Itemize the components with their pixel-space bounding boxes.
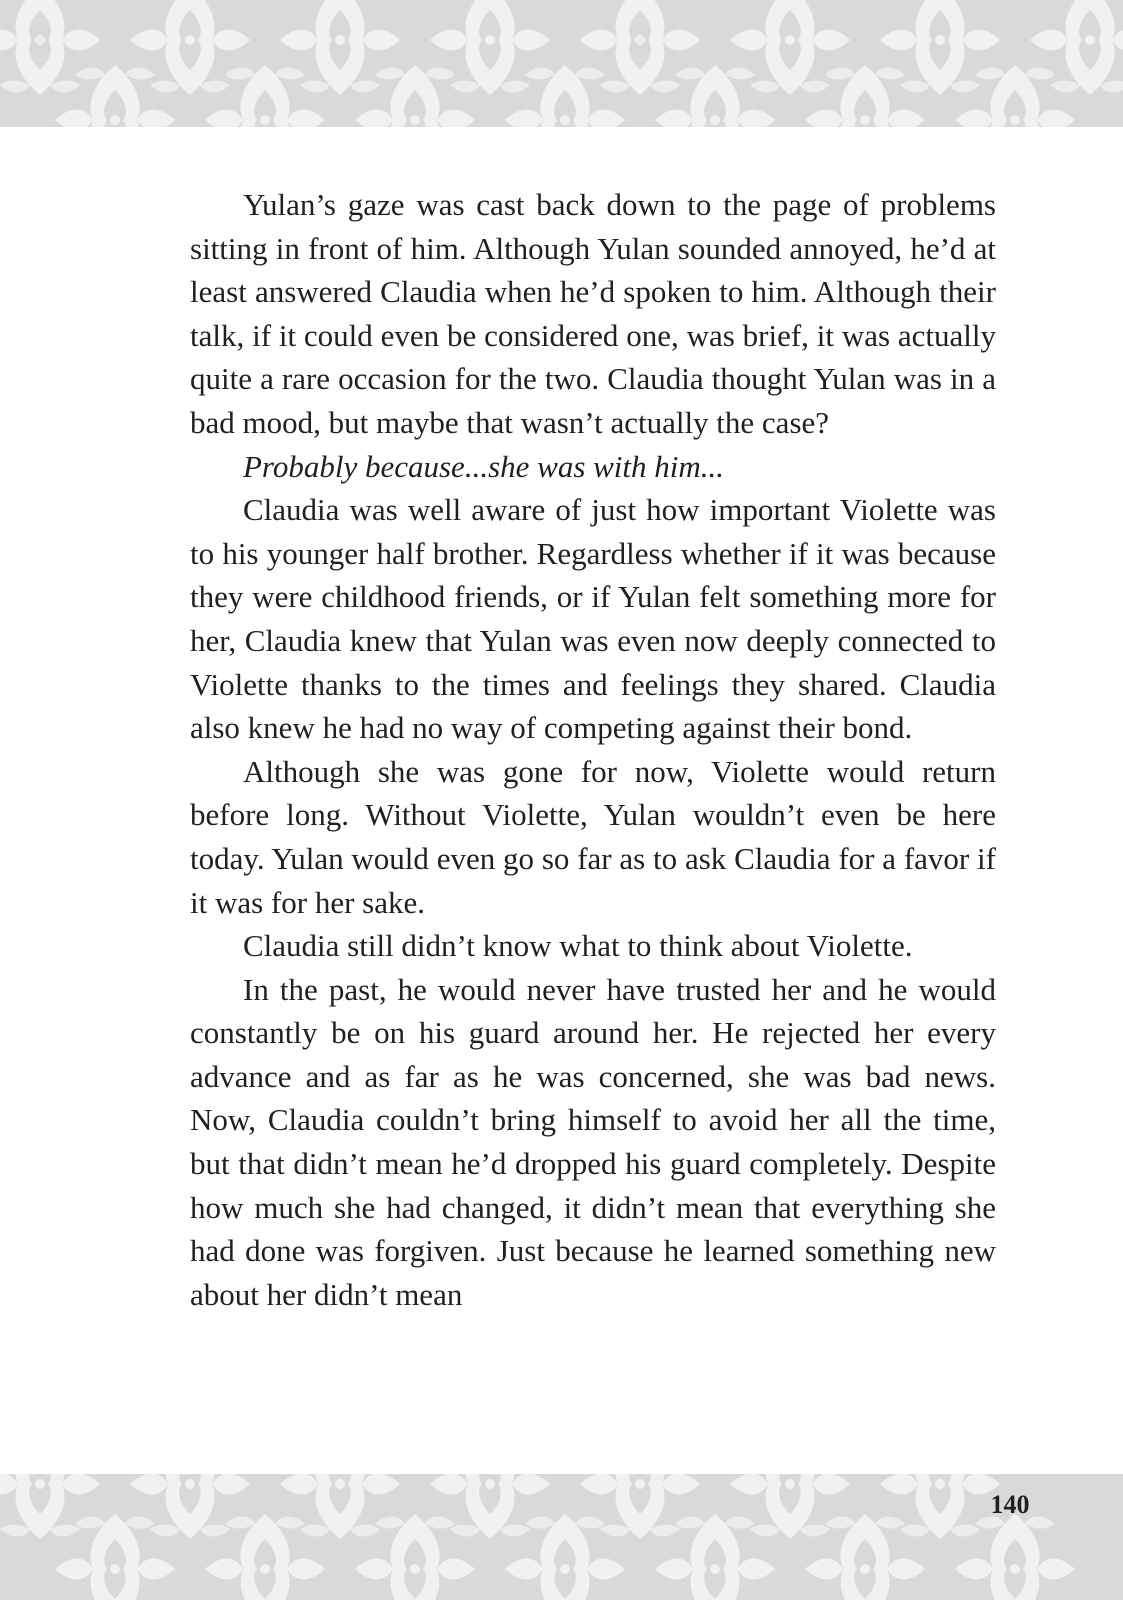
damask-pattern-icon [0,1474,1123,1600]
paragraph: Although she was gone for now, Violette would return before long. Without Violette, Yulan wouldn’t even be here today. Yulan would even go so far as to ask Claudia for a favor if it was for her sake. [190,753,996,920]
paragraph: Yulan’s gaze was cast back down to the page of problems sitting in front of him. Although Yulan sounded annoyed, he’d at least answered Claudia when he’d spoken to him. Although their talk, if it could even be considered one, was brief, it was actually quite a rare occasion for the two. Claudia thought Yulan was in a bad mood, but maybe that wasn’t actually the case? [190,187,996,440]
paragraph: In the past, he would never have trusted her and he would constantly be on his guard around her. He rejected her every advance and as far as he was concerned, she was bad news. Now, Claudia couldn’t bring himself to avoid her all the time, but that didn’t mean he’d dropped his guard completely. Despite how much she had changed, it didn’t mean that everything she had done was forgiven. Just because he learned something new about her didn’t mean [190,971,996,1312]
body-text [190,183,996,1316]
paragraph-italic-thought: Probably because...she was with him... [243,448,725,484]
bottom-ornament-band [0,1474,1123,1600]
damask-pattern-icon [0,0,1123,127]
page-number: 140 [990,1490,1030,1519]
paragraph: Claudia was well aware of just how important Violette was to his younger half brother. Regardless whether if it was because they were childhood friends, or if Yulan felt something more for her, Claudia knew that Yulan was even now deeply connected to Violette thanks to the times and feelings they shared. Claudia also knew he had no way of competing against their bond. [190,492,996,746]
paragraph: Claudia still didn’t know what to think about Violette. [243,928,913,964]
top-ornament-band [0,0,1123,127]
